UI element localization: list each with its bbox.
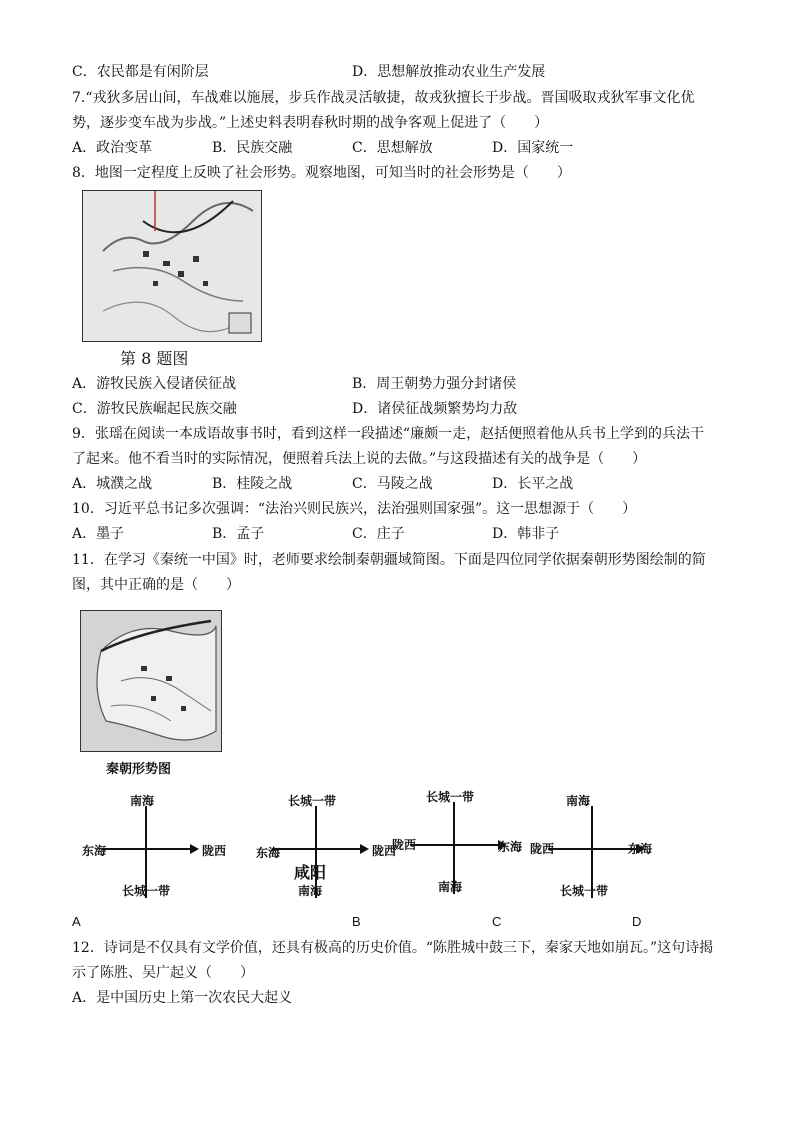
diagram-d [518,792,688,902]
q8-map-image [82,190,262,342]
q11-stem-line2: 图，其中正确的是（ ） [72,577,240,593]
q12-stem-line1: 12．诗词是不仅具有文学价值，还具有极高的历史价值。“陈胜城中鼓三下，秦家天地如崩瓦。”这句诗揭 [72,940,714,956]
diagram-label-top: 长城一带 [426,790,475,804]
diagram-axis-horizontal [102,848,192,850]
diagram-label-right: 陇西 [372,844,397,858]
q9-stem-line2: 了起来。他不看当时的实际情况，便照着兵法上说的去做。”与这段描述有关的战争是（ ） [72,451,647,467]
q6-option-c: C．农民都是有闲阶层 [72,64,209,80]
diagram-label-top: 长城一带 [288,794,337,808]
q7-option-c: C．思想解放 [352,140,433,156]
q10-option-d: D．韩非子 [492,526,560,542]
q8-option-d: D．诸侯征战频繁势均力敌 [352,401,518,417]
diagram-label-right: 东海 [498,840,523,854]
diagram-label-right: 东海 [628,842,653,856]
q6-option-d: D．思想解放推动农业生产发展 [352,64,546,80]
q7-option-b: B．民族交融 [212,140,293,156]
arrow-right-icon [360,844,369,854]
diagram-label-left: 陇西 [530,842,555,856]
q12-stem-line2: 示了陈胜、吴广起义（ ） [72,965,254,981]
diagram-b-letter: B [352,914,361,929]
q9-option-b: B．桂陵之战 [212,476,293,492]
diagram-label-bottom: 长城一带 [560,884,609,898]
diagram-a [72,792,242,902]
q9-stem-line1: 9．张瑶在阅读一本成语故事书时，看到这样一段描述“廉颇一走，赵括便照着他从兵书上学到的兵法干 [72,426,705,442]
q7-option-d: D．国家统一 [492,140,574,156]
diagram-axis-horizontal [410,844,500,846]
qin-map-caption: 秦朝形势图 [106,762,172,777]
q12-option-a: A．是中国历史上第一次农民大起义 [72,990,293,1006]
q8-stem: 8．地图一定程度上反映了社会形势。观察地图，可知当时的社会形势是（ ） [72,165,571,181]
diagram-axis-horizontal [548,848,638,850]
diagram-c-letter: C [492,914,502,929]
arrow-right-icon [190,844,199,854]
qin-map-image [80,610,222,752]
diagram-label-bottom: 南海 [438,880,463,894]
q7-stem-line1: 7.“戎狄多居山间，车战难以施展，步兵作战灵活敏捷，故戎狄擅长于步战。晋国吸取戎狄军事文化优 [72,90,695,106]
diagram-label-bottom: 长城一带 [122,884,171,898]
diagram-label-top: 南海 [566,794,591,808]
diagram-label-capital: 咸阳 [294,863,327,882]
diagram-d-letter: D [632,914,642,929]
diagram-axis-horizontal [272,848,362,850]
q10-option-a: A．墨子 [72,526,125,542]
q8-option-a: A．游牧民族入侵诸侯征战 [72,376,237,392]
q10-option-c: C．庄子 [352,526,405,542]
q8-option-b: B．周王朝势力强分封诸侯 [352,376,517,392]
q11-stem-line1: 11．在学习《秦统一中国》时，老师要求绘制秦朝疆域简图。下面是四位同学依据秦朝形势图绘制的简 [72,552,706,568]
diagram-label-left: 陇西 [392,838,417,852]
q9-option-c: C．马陵之战 [352,476,433,492]
diagram-label-left: 东海 [256,846,281,860]
q7-stem-line2: 势，逐步变车战为步战。”上述史料表明春秋时期的战争客观上促进了（ ） [72,115,549,131]
q9-option-d: D．长平之战 [492,476,574,492]
q8-option-c: C．游牧民族崛起民族交融 [72,401,237,417]
diagram-a-letter: A [72,914,81,929]
diagram-label-bottom: 南海 [298,884,323,898]
diagram-label-left: 东海 [82,844,107,858]
qin-map-drawing [81,611,221,751]
diagram-label-right: 陇西 [202,844,227,858]
q10-stem: 10．习近平总书记多次强调：“法治兴则民族兴，法治强则国家强”。这一思想源于（ ） [72,501,637,517]
q10-option-b: B．孟子 [212,526,265,542]
q7-option-a: A．政治变革 [72,140,153,156]
diagram-label-top: 南海 [130,794,155,808]
q8-map-caption: 第 8 题图 [120,349,189,368]
q9-option-a: A．城濮之战 [72,476,153,492]
q8-map-drawing [83,191,261,341]
